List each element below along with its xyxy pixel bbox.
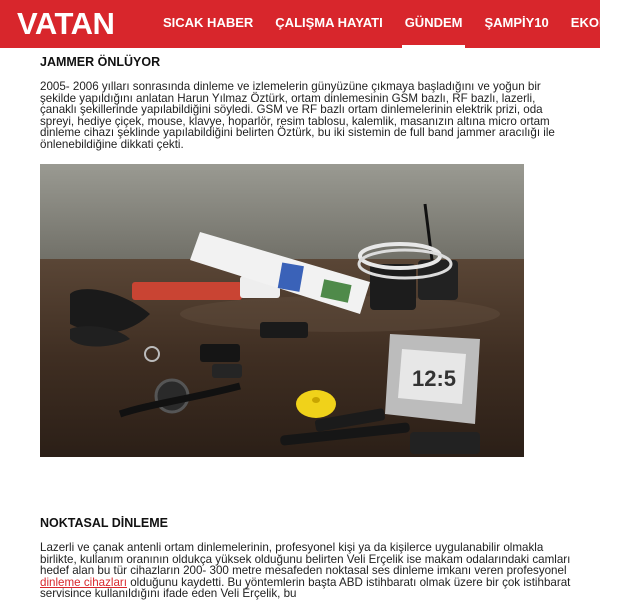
section-heading-noktasal: NOKTASAL DİNLEME xyxy=(40,516,169,530)
nav-item-sampiy10[interactable]: ŞAMPİY10 xyxy=(484,15,549,30)
section-paragraph-noktasal xyxy=(40,542,572,600)
radio-icon xyxy=(370,264,416,310)
svg-text:12:5: 12:5 xyxy=(412,366,457,391)
article-photo xyxy=(40,164,524,457)
dinleme-cihazlari-link[interactable]: dinleme cihazları xyxy=(40,575,127,589)
nav-item-sicak-haber[interactable]: SICAK HABER xyxy=(163,15,254,30)
paragraph-text-before-link: Lazerli ve çanak antenli ortam dinlemelerinin, profesyonel kişi ya da kişilerce uygulanabilir olmakla birlikte, kullanım oranının oldukça yüksek olduğunu belirten Veli Erçelik ise makam odalarındaki camları hedef alan bu tür cihazların 200- 300 metre mesafeden noktasal ses dinleme imkanı veren profesyonel xyxy=(40,541,571,578)
spy-gadgets-photo xyxy=(40,164,524,457)
main-nav xyxy=(152,0,644,48)
nav-item-gundem[interactable]: GÜNDEM xyxy=(394,0,474,48)
site-header xyxy=(0,0,633,48)
nav-item-calisma-hayati[interactable]: ÇALIŞMA HAYATI xyxy=(275,15,383,30)
paragraph-text-after-link: olduğunu kaydetti. Bu yöntemlerin başta ABD istihbaratı olmak üzere bir çok istihbarat servisince kullanıldığını ifade eden Veli Erçelik, bu xyxy=(40,575,571,600)
yellow-button-icon xyxy=(296,390,336,418)
power-strip-icon xyxy=(132,282,242,300)
section-heading-jammer: JAMMER ÖNLÜYOR xyxy=(40,55,161,69)
nav-item-ekonomi[interactable]: EKONOMİ xyxy=(570,15,633,30)
section-paragraph-jammer: 2005- 2006 yılları sonrasında dinleme ve izlemelerin günyüzüne çıkmaya başladığını ve yoğun bir şekilde yapıldığını anlatan Harun Yılmaz Öztürk, ortam dinlemesinin GSM bazlı, RF bazlı, lazerli, çanaklı şekillerinde yapılabildiğini söyledi. GSM ve RF bazlı ortam dinlemelerinin elektrik prizi, oda spreyi, hediye çiçek, mouse, klavye, hoparlör, resim tablosu, kalemlik, masanızın altına micro ortam dinleme cihazı şeklinde yapılabildiğini belirten Öztürk, bu iki sistemin de full band jammer aracılığı ile önlenebildiğine dikkati çekti. xyxy=(40,80,555,151)
site-logo[interactable]: VATAN xyxy=(17,6,115,41)
